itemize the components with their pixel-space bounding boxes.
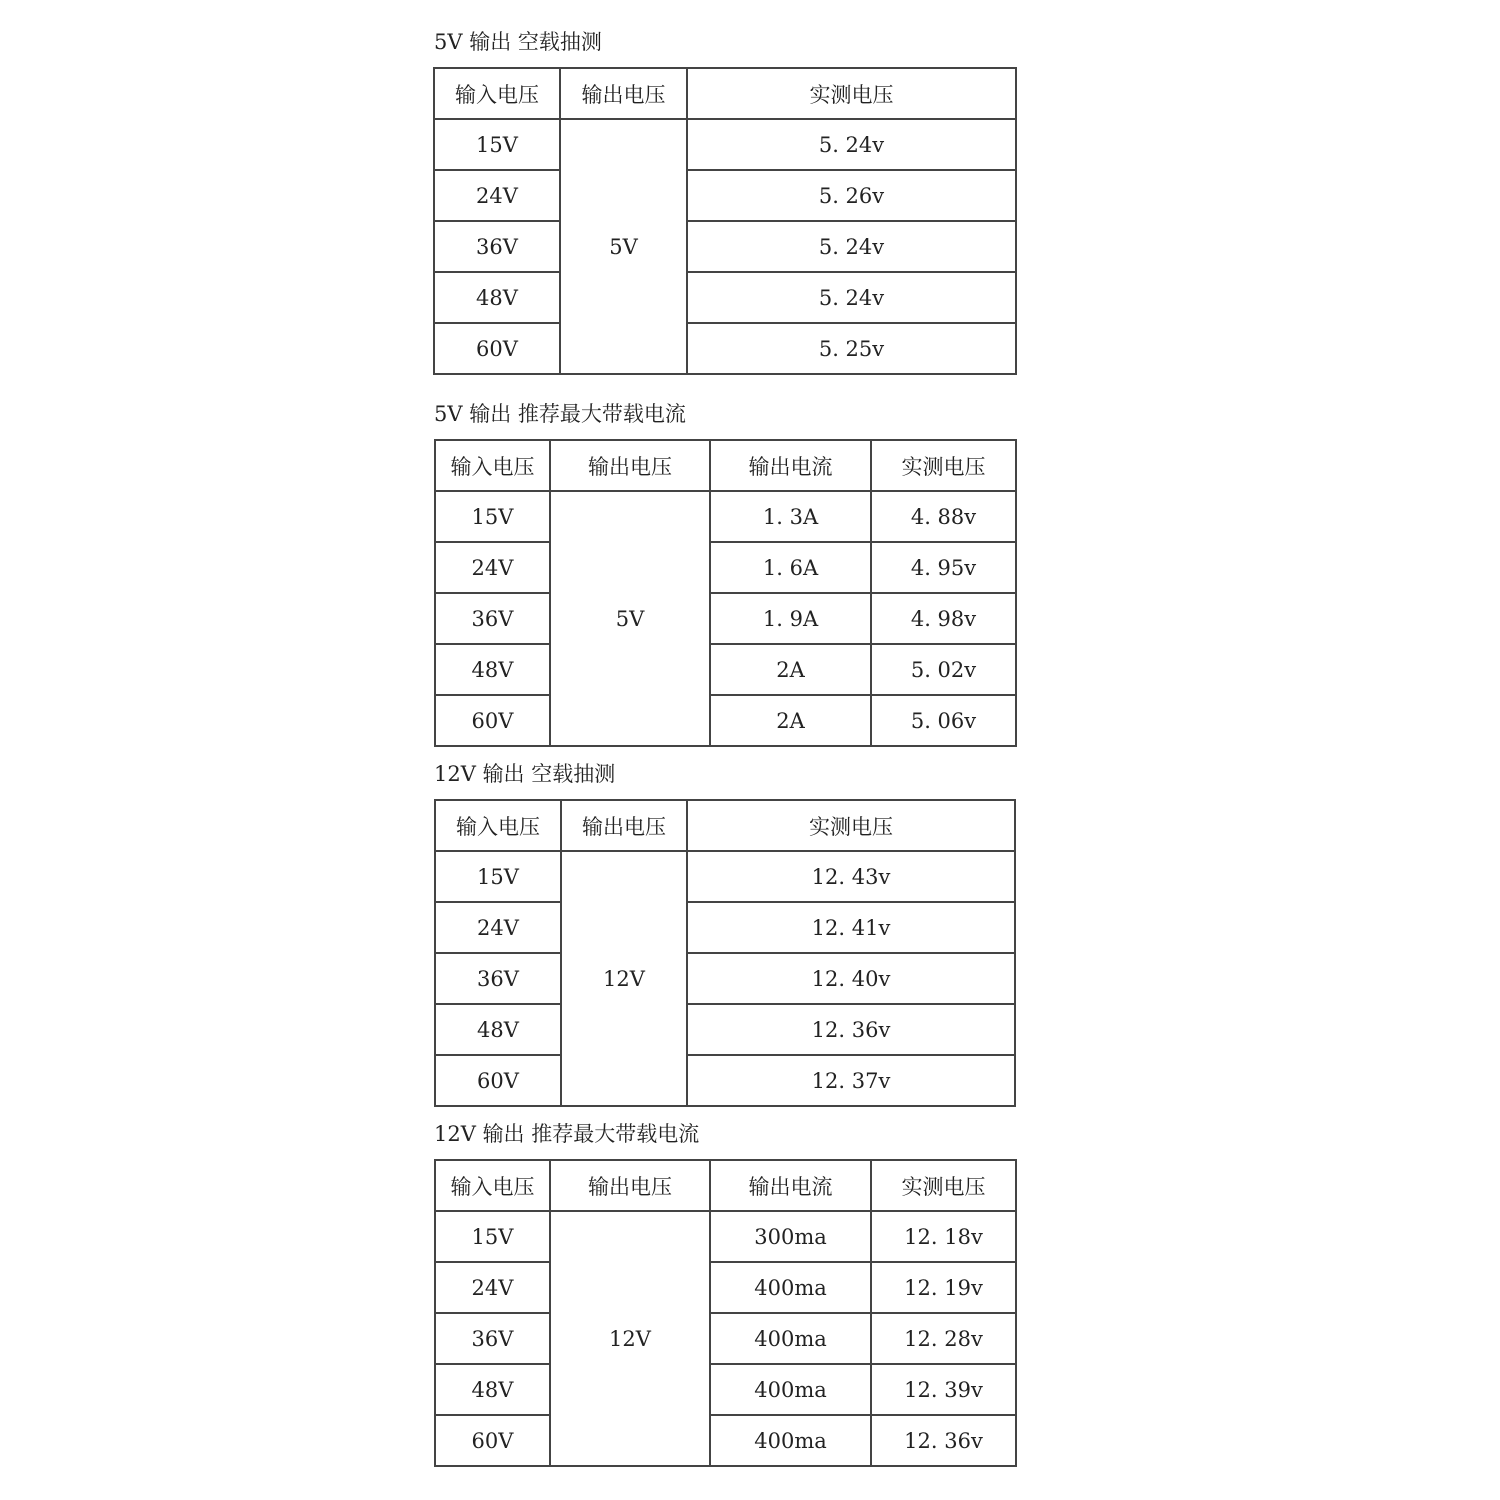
measured-voltage-cell: 5. 24v — [687, 119, 1016, 170]
table-row — [434, 221, 1016, 272]
measured-voltage-cell: 12. 19v — [871, 1262, 1016, 1313]
input-voltage-cell: 60V — [435, 1055, 561, 1106]
table-12v-max-load — [434, 1159, 1017, 1467]
output-current-cell: 2A — [710, 695, 871, 746]
measured-voltage-cell: 5. 06v — [871, 695, 1016, 746]
output-current-cell: 400ma — [710, 1415, 871, 1466]
measured-voltage-cell: 12. 41v — [687, 902, 1015, 953]
input-voltage-cell: 15V — [435, 851, 561, 902]
table-2-caption: 5V 输出 推荐最大带载电流 — [434, 402, 686, 426]
measured-voltage-cell: 12. 36v — [687, 1004, 1015, 1055]
table-row — [435, 593, 1016, 644]
table-5v-max-load — [434, 439, 1017, 747]
measured-voltage-cell: 5. 24v — [687, 221, 1016, 272]
table-3-caption: 12V 输出 空载抽测 — [434, 762, 616, 786]
input-voltage-cell: 24V — [435, 542, 550, 593]
header-measured-voltage: 实测电压 — [871, 1160, 1016, 1211]
table-row — [434, 119, 1016, 170]
input-voltage-cell: 48V — [435, 644, 550, 695]
output-current-cell: 1. 3A — [710, 491, 871, 542]
measured-voltage-cell: 5. 26v — [687, 170, 1016, 221]
measured-voltage-cell: 4. 95v — [871, 542, 1016, 593]
input-voltage-cell: 15V — [434, 119, 560, 170]
header-input-voltage: 输入电压 — [435, 440, 550, 491]
input-voltage-cell: 15V — [435, 491, 550, 542]
output-voltage-cell: 5V — [550, 491, 710, 746]
table-header-row — [435, 440, 1016, 491]
input-voltage-cell: 48V — [435, 1004, 561, 1055]
header-output-voltage: 输出电压 — [560, 68, 687, 119]
header-output-voltage: 输出电压 — [561, 800, 687, 851]
table-row — [435, 1262, 1016, 1313]
measured-voltage-cell: 4. 98v — [871, 593, 1016, 644]
header-measured-voltage: 实测电压 — [871, 440, 1016, 491]
measured-voltage-cell: 12. 37v — [687, 1055, 1015, 1106]
table-4-caption: 12V 输出 推荐最大带载电流 — [434, 1122, 700, 1146]
input-voltage-cell: 48V — [434, 272, 560, 323]
table-row — [435, 1313, 1016, 1364]
table-row — [435, 1004, 1015, 1055]
output-current-cell: 1. 9A — [710, 593, 871, 644]
table-12v-no-load — [434, 799, 1016, 1107]
output-current-cell: 300ma — [710, 1211, 871, 1262]
header-input-voltage: 输入电压 — [434, 68, 560, 119]
table-row — [434, 272, 1016, 323]
header-output-current: 输出电流 — [710, 1160, 871, 1211]
measured-voltage-cell: 12. 43v — [687, 851, 1015, 902]
table-1-caption: 5V 输出 空载抽测 — [434, 30, 602, 54]
table-header-row — [434, 68, 1016, 119]
header-output-voltage: 输出电压 — [550, 1160, 710, 1211]
table-row — [435, 542, 1016, 593]
table-row — [435, 902, 1015, 953]
header-measured-voltage: 实测电压 — [687, 68, 1016, 119]
measured-voltage-cell: 5. 02v — [871, 644, 1016, 695]
table-row — [435, 953, 1015, 1004]
input-voltage-cell: 60V — [435, 1415, 550, 1466]
measured-voltage-cell: 12. 40v — [687, 953, 1015, 1004]
input-voltage-cell: 60V — [435, 695, 550, 746]
input-voltage-cell: 36V — [434, 221, 560, 272]
input-voltage-cell: 60V — [434, 323, 560, 374]
output-voltage-cell: 12V — [550, 1211, 710, 1466]
table-row — [434, 323, 1016, 374]
table-header-row — [435, 1160, 1016, 1211]
output-current-cell: 2A — [710, 644, 871, 695]
measured-voltage-cell: 5. 25v — [687, 323, 1016, 374]
input-voltage-cell: 36V — [435, 1313, 550, 1364]
table-row — [435, 695, 1016, 746]
measured-voltage-cell: 4. 88v — [871, 491, 1016, 542]
table-row — [435, 851, 1015, 902]
table-row — [435, 491, 1016, 542]
measured-voltage-cell: 5. 24v — [687, 272, 1016, 323]
input-voltage-cell: 48V — [435, 1364, 550, 1415]
output-current-cell: 400ma — [710, 1364, 871, 1415]
table-row — [435, 1211, 1016, 1262]
table-row — [435, 1364, 1016, 1415]
header-output-current: 输出电流 — [710, 440, 871, 491]
input-voltage-cell: 24V — [435, 1262, 550, 1313]
output-current-cell: 400ma — [710, 1313, 871, 1364]
header-output-voltage: 输出电压 — [550, 440, 710, 491]
table-header-row — [435, 800, 1015, 851]
input-voltage-cell: 15V — [435, 1211, 550, 1262]
table-row — [435, 644, 1016, 695]
output-current-cell: 400ma — [710, 1262, 871, 1313]
header-input-voltage: 输入电压 — [435, 800, 561, 851]
output-voltage-cell: 12V — [561, 851, 687, 1106]
output-current-cell: 1. 6A — [710, 542, 871, 593]
input-voltage-cell: 24V — [434, 170, 560, 221]
table-5v-no-load — [433, 67, 1017, 375]
output-voltage-cell: 5V — [560, 119, 687, 374]
header-measured-voltage: 实测电压 — [687, 800, 1015, 851]
table-row — [435, 1055, 1015, 1106]
header-input-voltage: 输入电压 — [435, 1160, 550, 1211]
table-row — [435, 1415, 1016, 1466]
measured-voltage-cell: 12. 18v — [871, 1211, 1016, 1262]
measured-voltage-cell: 12. 28v — [871, 1313, 1016, 1364]
input-voltage-cell: 24V — [435, 902, 561, 953]
input-voltage-cell: 36V — [435, 953, 561, 1004]
input-voltage-cell: 36V — [435, 593, 550, 644]
table-row — [434, 170, 1016, 221]
measured-voltage-cell: 12. 39v — [871, 1364, 1016, 1415]
measured-voltage-cell: 12. 36v — [871, 1415, 1016, 1466]
